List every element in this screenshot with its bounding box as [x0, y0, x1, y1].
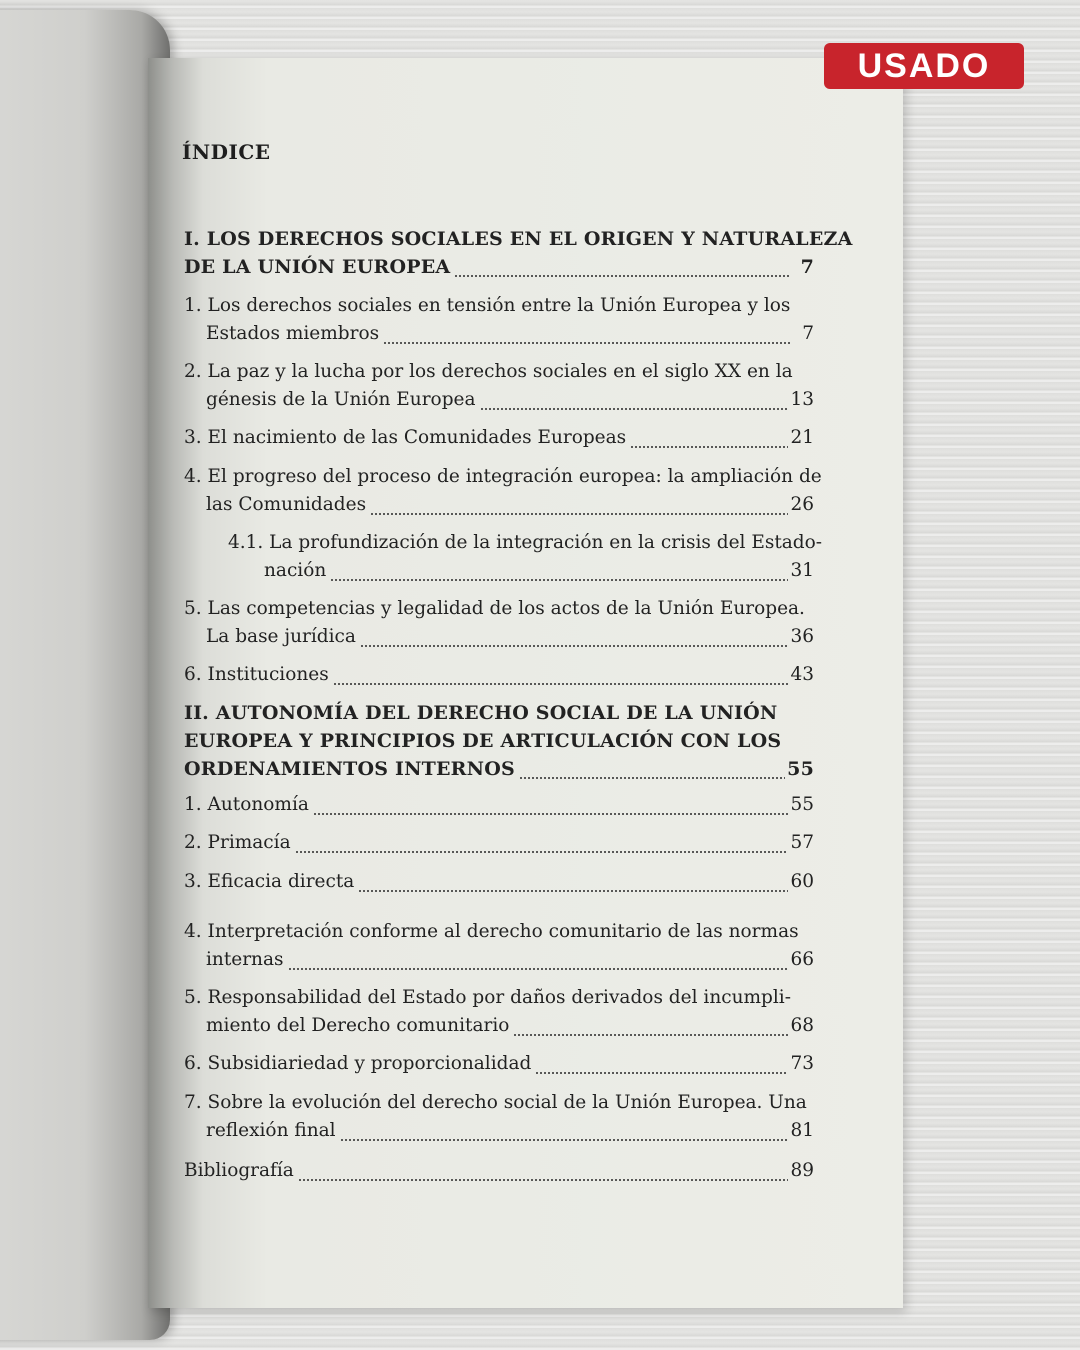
- dot-leader: [480, 408, 789, 410]
- dot-leader: [358, 890, 788, 892]
- toc-line: [184, 532, 822, 560]
- page-number: 68: [790, 1015, 814, 1036]
- page-number: 55: [790, 794, 814, 815]
- toc-line-text: génesis de la Unión Europea: [206, 389, 476, 410]
- toc-line-text: miento del Derecho comunitario: [206, 1015, 510, 1036]
- page-number: 55: [787, 758, 814, 780]
- dot-leader: [630, 446, 788, 448]
- dot-leader: [295, 851, 789, 853]
- toc-line: [184, 794, 814, 822]
- page-number: 66: [790, 949, 814, 970]
- left-page-curl: [0, 10, 170, 1340]
- page-number: 31: [790, 560, 814, 581]
- toc-line-text: La base jurídica: [206, 626, 356, 647]
- dot-leader: [313, 813, 789, 815]
- toc-line: [184, 256, 814, 284]
- dot-leader: [370, 513, 788, 515]
- toc-line: [184, 987, 791, 1015]
- toc-line: [184, 427, 814, 455]
- toc-line-text: ORDENAMIENTOS INTERNOS: [184, 758, 515, 780]
- used-badge: USADO: [824, 43, 1024, 89]
- page-number: 81: [790, 1120, 814, 1141]
- toc-line: [184, 1092, 807, 1120]
- toc-line-text: EUROPEA Y PRINCIPIOS DE ARTICULACIÓN CON LOS: [184, 730, 782, 752]
- toc-line: [184, 1053, 814, 1081]
- toc-line: [184, 758, 814, 786]
- toc-line: [184, 389, 814, 417]
- toc-line: [184, 664, 814, 692]
- dot-leader: [383, 342, 790, 344]
- toc-line-text: 6. Instituciones: [184, 664, 329, 685]
- toc-line-text: Estados miembros: [206, 323, 380, 344]
- toc-line-text: 4.1. La profundización de la integración en la crisis del Estado-: [228, 532, 823, 553]
- page-number: 89: [790, 1160, 814, 1181]
- toc-line: [184, 730, 781, 758]
- toc-line: [184, 361, 793, 389]
- toc-line-text: 2. Primacía: [184, 832, 291, 853]
- page-number: 73: [790, 1053, 814, 1074]
- page-number: 43: [790, 664, 814, 685]
- toc-line-text: 6. Subsidiariedad y proporcionalidad: [184, 1053, 532, 1074]
- toc-line: [184, 323, 814, 351]
- toc-line: [184, 871, 814, 899]
- toc-line: [184, 295, 790, 323]
- page-number: 21: [790, 427, 814, 448]
- toc-line-text: nación: [264, 560, 327, 581]
- page-number: 26: [790, 494, 814, 515]
- dot-leader: [333, 683, 789, 685]
- dot-leader: [519, 777, 785, 779]
- page-number: 7: [800, 256, 814, 278]
- toc-line-text: 2. La paz y la lucha por los derechos sociales en el siglo XX en la: [184, 361, 793, 382]
- toc-line-text: I. LOS DERECHOS SOCIALES EN EL ORIGEN Y NATURALEZA: [184, 228, 853, 250]
- toc-line-text: las Comunidades: [206, 494, 367, 515]
- dot-leader: [298, 1179, 789, 1181]
- toc-line: [184, 1120, 814, 1148]
- toc-line-text: Bibliografía: [184, 1160, 294, 1181]
- toc-line: [184, 228, 853, 256]
- toc-line-text: 3. Eficacia directa: [184, 871, 355, 892]
- dot-leader: [454, 275, 790, 277]
- page-number: 13: [790, 389, 814, 410]
- toc-line-text: 4. Interpretación conforme al derecho comunitario de las normas: [184, 921, 799, 942]
- page-number: 57: [790, 832, 814, 853]
- page-number: 60: [790, 871, 814, 892]
- page-number: 7: [802, 323, 814, 344]
- toc-line-text: II. AUTONOMÍA DEL DERECHO SOCIAL DE LA UNIÓN: [184, 702, 778, 724]
- toc-line: [184, 1015, 814, 1043]
- toc-line: [184, 626, 814, 654]
- toc-line: [184, 832, 814, 860]
- index-title: ÍNDICE: [182, 140, 271, 164]
- toc-line: [184, 560, 814, 588]
- toc-line: [184, 949, 814, 977]
- toc-line-text: 5. Las competencias y legalidad de los actos de la Unión Europea.: [184, 598, 805, 619]
- toc-line-text: internas: [206, 949, 284, 970]
- toc-line-text: reflexión final: [206, 1120, 336, 1141]
- toc-line-text: 4. El progreso del proceso de integración europea: la ampliación de: [184, 466, 822, 487]
- toc-line-text: 7. Sobre la evolución del derecho social de la Unión Europea. Una: [184, 1092, 807, 1113]
- page-number: 36: [790, 626, 814, 647]
- dot-leader: [288, 968, 789, 970]
- toc-line-text: 5. Responsabilidad del Estado por daños derivados del incumpli-: [184, 987, 791, 1008]
- toc-line: [184, 702, 777, 730]
- toc-line: [184, 494, 814, 522]
- dot-leader: [360, 645, 789, 647]
- toc-line: [184, 921, 799, 949]
- dot-leader: [340, 1139, 789, 1141]
- toc-line-text: DE LA UNIÓN EUROPEA: [184, 256, 451, 278]
- toc-line-text: 1. Autonomía: [184, 794, 309, 815]
- dot-leader: [513, 1034, 788, 1036]
- toc-line: [184, 598, 805, 626]
- toc-line: [184, 1160, 814, 1188]
- dot-leader: [535, 1072, 788, 1074]
- toc-line-text: 1. Los derechos sociales en tensión entre la Unión Europea y los: [184, 295, 791, 316]
- toc-line-text: 3. El nacimiento de las Comunidades Europeas: [184, 427, 627, 448]
- dot-leader: [330, 579, 788, 581]
- toc-line: [184, 466, 822, 494]
